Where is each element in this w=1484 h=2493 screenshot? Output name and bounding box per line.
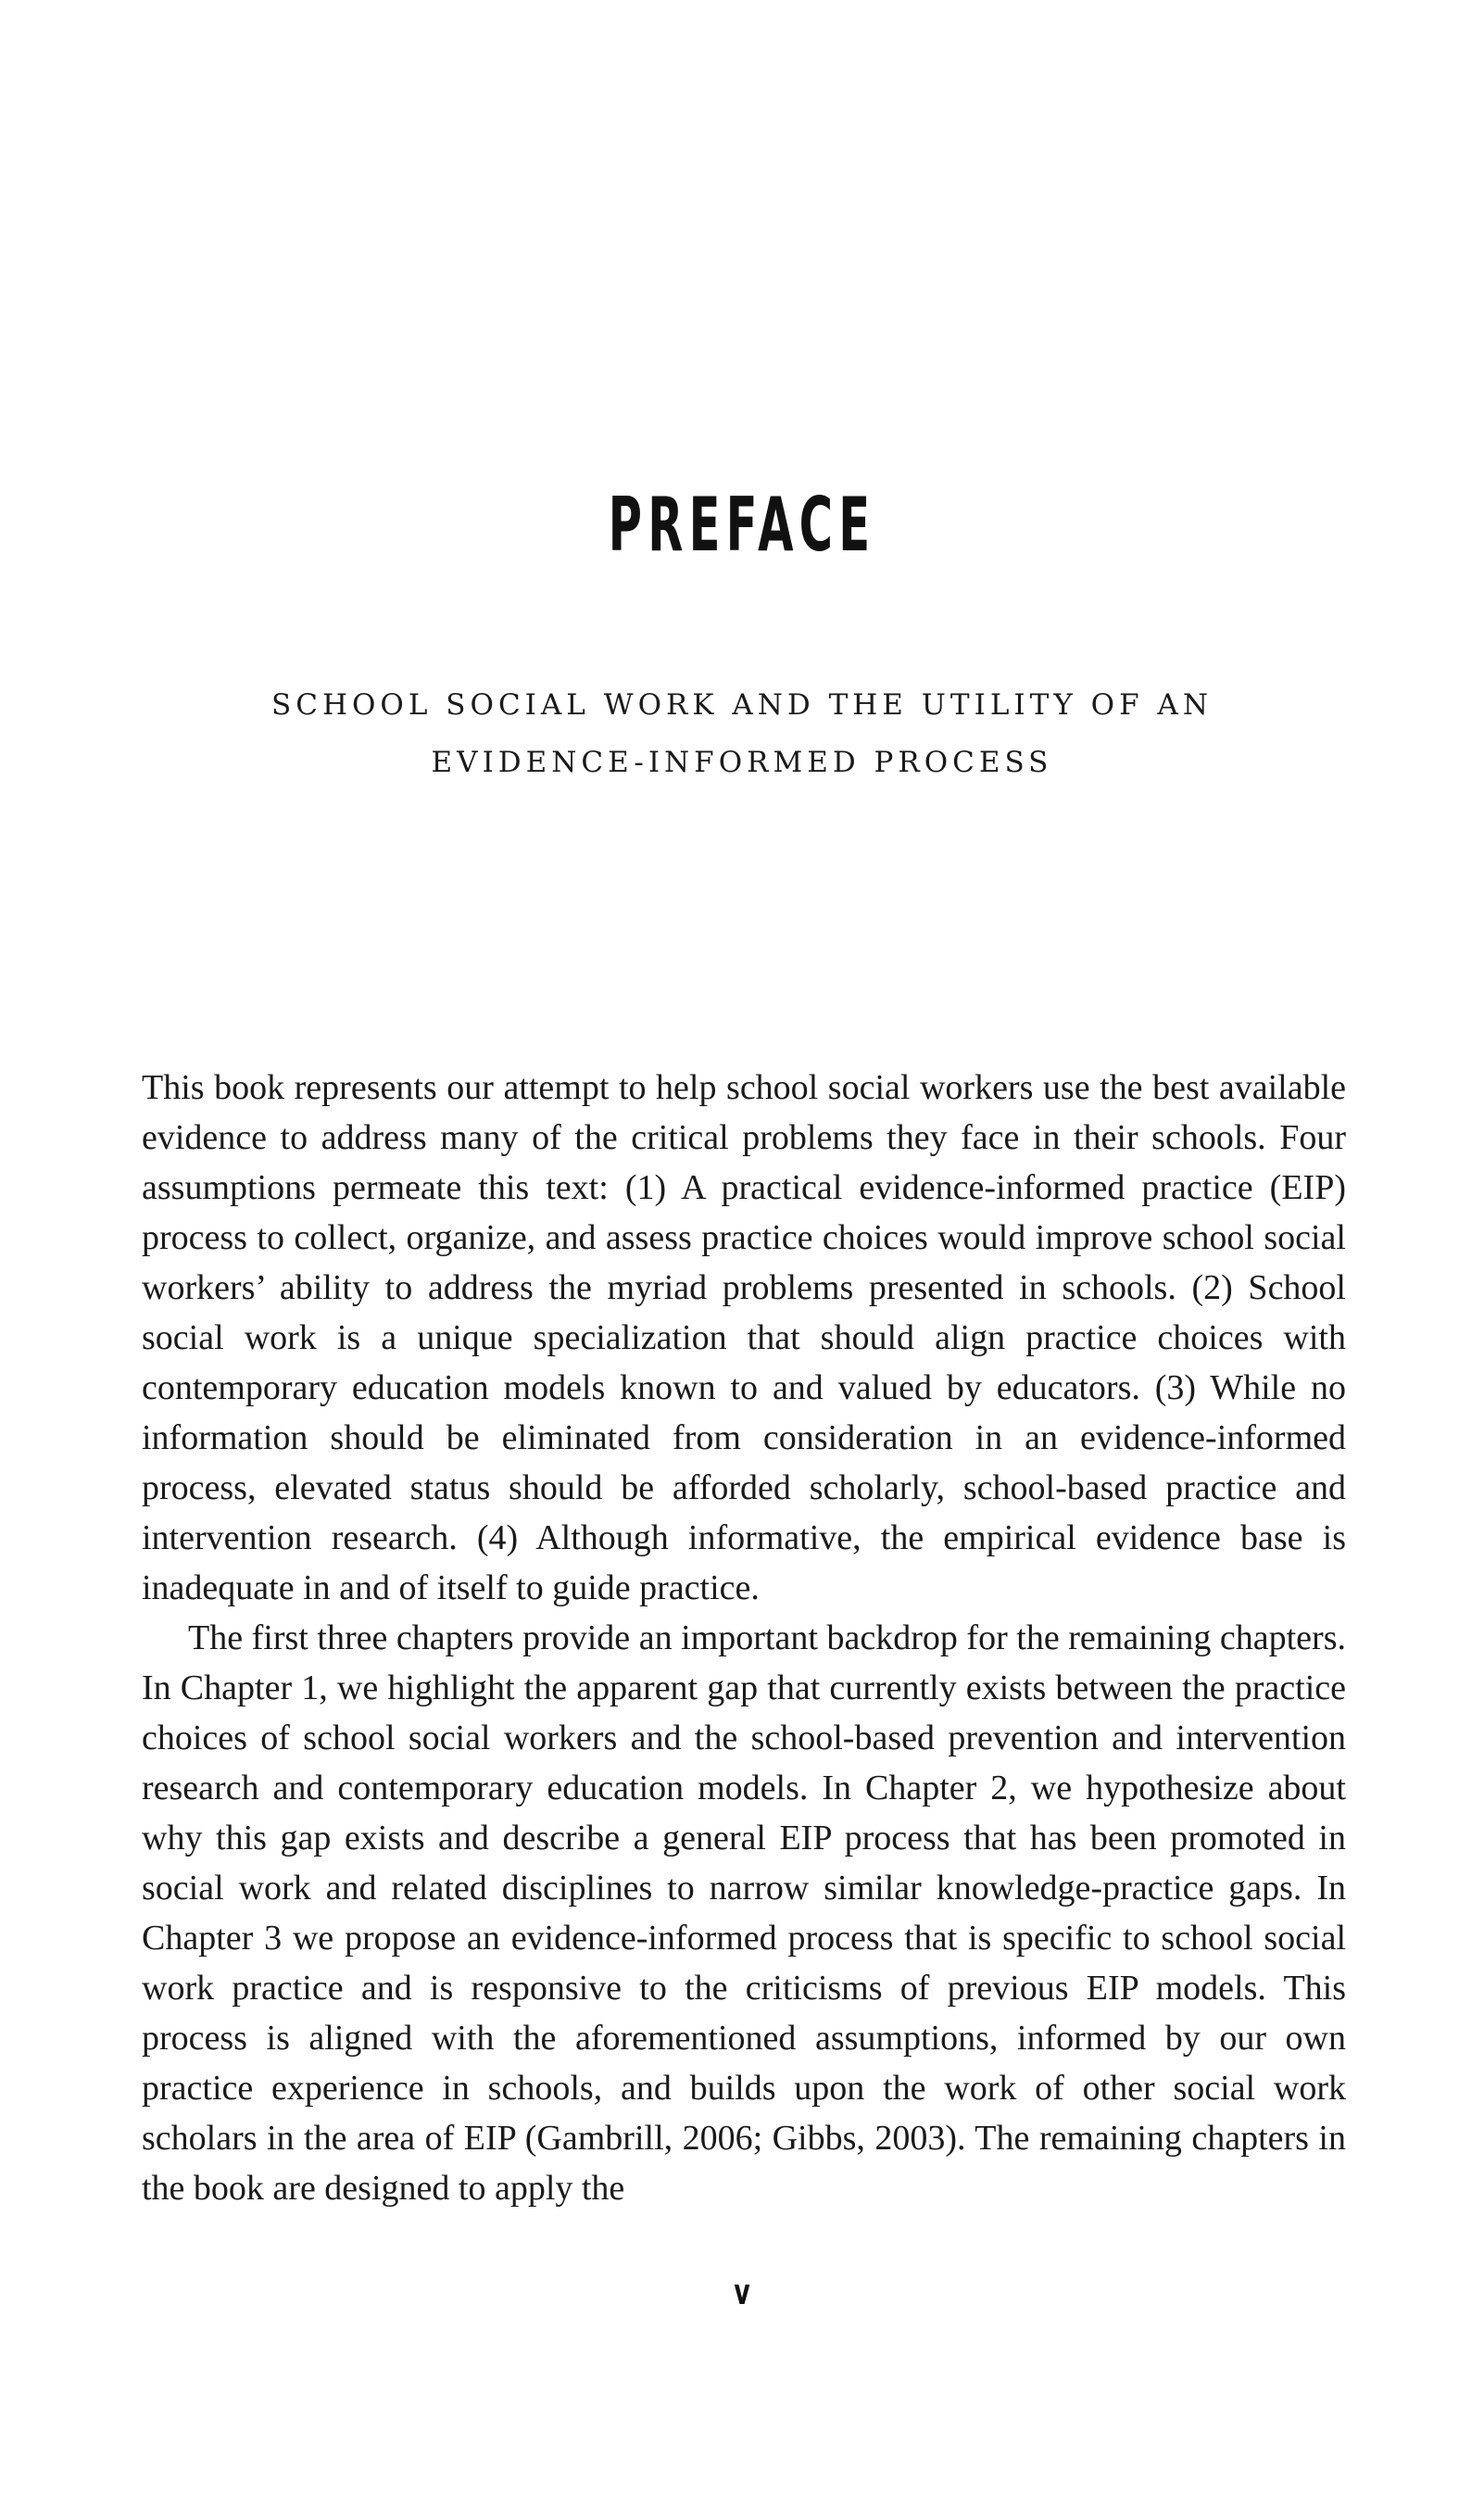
page-subtitle bbox=[0, 676, 1484, 791]
page-title: PREFACE bbox=[608, 482, 876, 568]
paragraph: This book represents our attempt to help school social workers use the best available evidence to address many of the critical problems they face in their schools. Four assumptions permeate this text: (1) A practical evidence-informed practice (EIP) process to collect, organize, and assess practice choices would improve school social workers’ ability to address the myriad problems presented in schools. (2) School social work is a unique specialization that should align practice choices with contemporary education models known to and valued by educators. (3) While no information should be eliminated from consideration in an evidence-informed process, elevated status should be afforded scholarly, school-based practice and intervention research. (4) Although informative, the empirical evidence base is inadequate in and of itself to guide practice. bbox=[142, 1068, 1346, 1607]
paragraph: The first three chapters provide an important backdrop for the remaining chapters. In Chapter 1, we highlight the apparent gap that currently exists between the practice choices of school social workers and the school-based prevention and intervention research and contemporary education models. In Chapter 2, we hypothesize about why this gap exists and describe a general EIP process that has been promoted in social work and related disciplines to narrow similar knowledge-practice gaps. In Chapter 3 we propose an evidence-informed process that is specific to school social work practice and is responsive to the criticisms of previous EIP models. This process is aligned with the aforementioned assumptions, informed by our own practice experience in schools, and builds upon the work of other social work scholars in the area of EIP (Gambrill, 2006; Gibbs, 2003). The remaining chapters in the book are designed to apply the bbox=[142, 1618, 1346, 2208]
subtitle-line: SCHOOL SOCIAL WORK AND THE UTILITY OF AN bbox=[271, 688, 1213, 722]
body-text bbox=[142, 1063, 1346, 2213]
subtitle-line: EVIDENCE-INFORMED PROCESS bbox=[431, 746, 1053, 779]
page-number: v bbox=[734, 2272, 750, 2312]
